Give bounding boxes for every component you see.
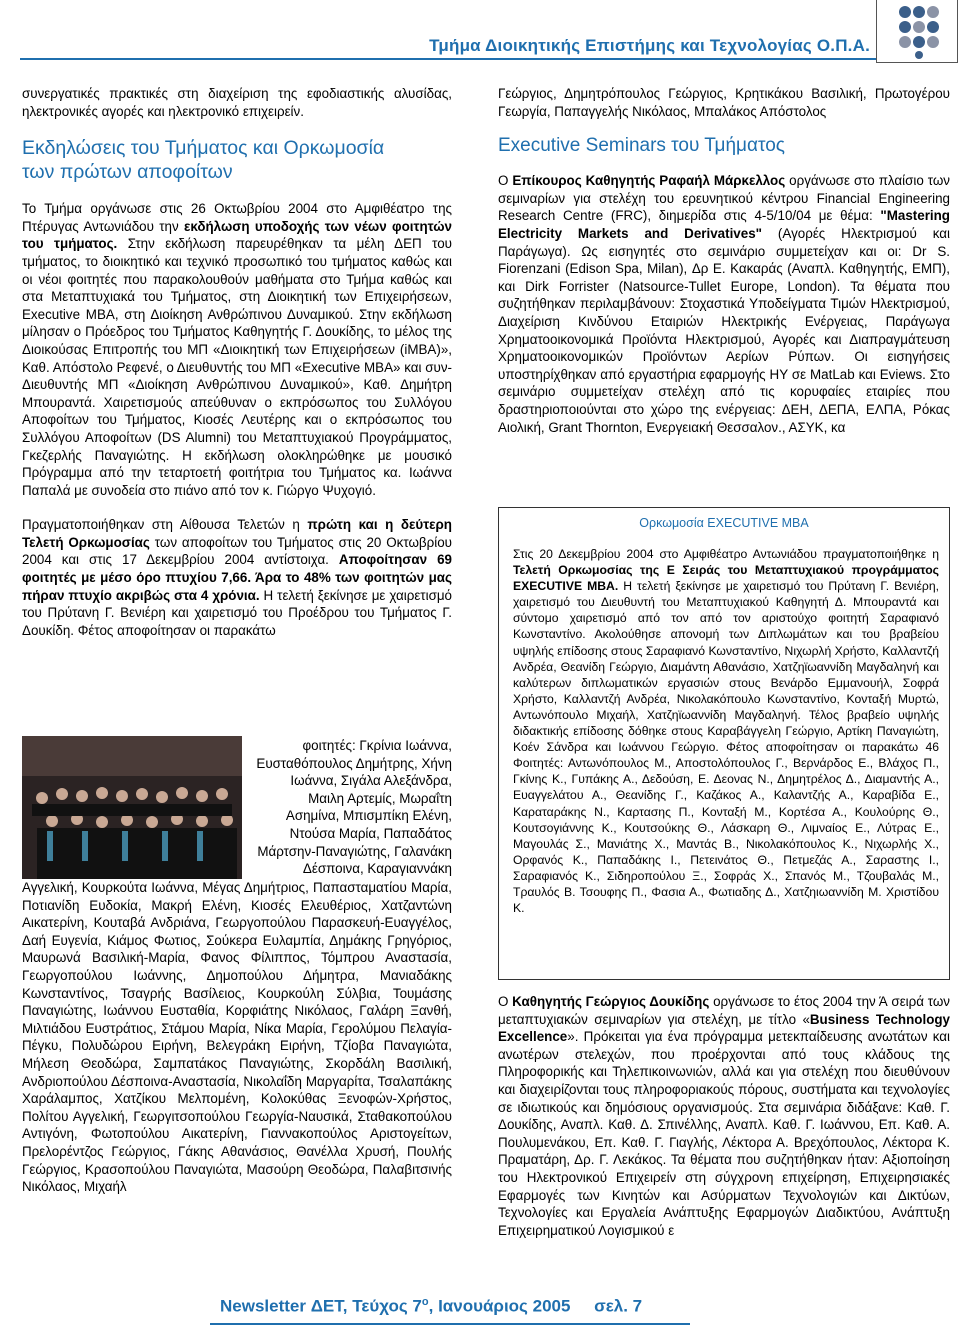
section-heading-events: Εκδηλώσεις του Τμήματος και Ορκωμοσία: [22, 137, 385, 160]
right-column: [498, 85, 950, 436]
graduation-paragraph: Πραγματοποιήθηκαν στη Αίθουσα Τελετών η πρώτη και η δεύτερη Τελετή Ορκωμοσίας των αποφοίτων του Τμήματος στις 20 Οκτωβρίου 2004 και στις 17 Δεκεμβρίου 2004 αντίστοιχα. Αποφοίτησαν 69 φοιτητές με μέσο όρο πτυχίου 7,66. Άρα το 48% των φοιτητών μας πήραν πτυχίο ακριβώς στα 4 χρόνια. Η τελετή ξεκίνησε με χαιρετισμό του Πρύτανη Γ. Βενιέρη και χαιρετισμό του Προέδρου του Τμήματος Γ. Δουκίδη. Φέτος αποφοίτησαν οι παρακάτω: [22, 517, 452, 638]
events-paragraph: Το Τμήμα οργάνωσε στις 26 Οκτωβρίου 2004 στο Αμφιθέατρο της Πτέρυγας Αντωνιάδου την εκδήλωση υποδοχής των νέων φοιτητών του τμήματος. Στην εκδήλωση παρευρέθηκαν τα μέλη ΔΕΠ του τμήματος, το διοικητικό και τεχνικό προσωπικό του τμήματος καθώς και οι νέοι φοιτητές που παρακολουθούν μαθήματα στο Τμήμα καθώς και στα Μεταπτυχιακά του Τμήματος, στη Διοικητική των Επιχειρήσεων, Executive MBA, στη Διοίκηση Ανθρώπινου Δυναμικού. Στην εκδήλωση μίλησαν ο Πρόεδρος του Τμήματος Καθηγητής Γ. Δουκίδης, το μέλος της Διοικούσας Επιτροπής του ΜΠ «Διοικητική των Επιχειρήσεων (iMBA)», Καθ. Απόστολο Ρεφενέ, ο Διευθυντής του ΜΠ «Executive MBA» και συν-Διευθυντής ΜΠ «Διοίκηση Ανθρώπινου Δυναμικού», Καθ. Δημήτρη Μπουραντά. Χαιρετισμούς απεύθυναν ο εκπρόσωπος του Συλλόγου Αποφοίτων του Τμήματος, Κιοσές Λευτέρης και ο εκπρόσωπος του Συλλόγου Αποφοίτων (DS Alumni) του Μεταπτυχιακού Προγράμματος, Γκεζερλής Παναγιώτης. Η εκδήλωση ολοκληρώθηκε με μουσικό Πρόγραμμα από την τεταρτοετή φοιτήτρια του Τμήματος κα. Ιωάννα Παπαλά με συνοδεία στο πιάνο από τον κ. Γιώργο Ψυχογιό.: [22, 201, 452, 498]
right-intro: Γεώργιος, Δημητρόπουλος Γεώργιος, Κρητικάκου Βασιλική, Πρωτογέρου Γεωργία, Παπαγγελής Νικόλαος, Μπαλάκος Απόστολος: [498, 86, 950, 119]
left-intro: συνεργατικές πρακτικές στη διαχείριση της εφοδιαστικής αλυσίδας, ηλεκτρονικές αγορές και ηλεκτρονικό επιχειρείν.: [22, 86, 452, 119]
box-title: Ορκωμοσία EXECUTIVE MBA: [639, 516, 809, 530]
bte-paragraph: Ο Καθηγητής Γεώργιος Δουκίδης οργάνωσε το έτος 2004 την Ά σειρά των μεταπτυχιακών σεμιναρίων για στελέχη, με τίτλο «Business Technology Excellence». Πρόκειται για ένα πρόγραμμα μετεκπαίδευσης ανωτάτων και ανωτέρων στελεχών, που προέρχονται από τους κλάδους της Πληροφορικής και Τηλεπικοινωνιών, αλλά και για στελέχη που διευθύνουν και διαχειρίζονται τους πληροφοριακούς πόρους, συστήματα και τεχνολογίες σε ιδιωτικούς και δημόσιους οργανισμούς. Στα σεμινάρια διδάξανε: Καθ. Γ. Δουκίδης, Αναπλ. Καθ. Δ. Σπινέλλης, Αναπλ. Καθ. Γ. Ιωάννου, Επ. Καθ. Α. Πουλυμενάκου, Επ. Καθ. Γ. Γιαγλής, Λέκτορα Α. Βρεχόπουλος, Λέκτορα Κ. Πραματάρη, Δρ. Γ. Λεκάκος. Τα θέματα που συζητήθηκαν ήταν: Αξιοποίηση του Ηλεκτρονικού Επιχειρείν στη σύγχρονη επιχείρηση, Επιχειρησιακές Εφαρμογές των Κινητών και Ασύρματων Τεχνολογιών και Δικτύων, Τεχνολογίες και Εργαλεία Ανάπτυξης Εφαρμογών Διαδικτύου, Ανάπτυξη Επιχειρηματικού Λογισμικού ε: [498, 994, 950, 1238]
section-heading-events-2: των πρώτων αποφοίτων: [22, 161, 233, 184]
section-heading-seminars: Executive Seminars του Τμήματος: [498, 135, 785, 157]
executive-mba-box: [498, 507, 950, 980]
box-body: Στις 20 Δεκεμβρίου 2004 στο Αμφιθέατρο Αντωνιάδου πραγματοποιήθηκε η Τελετή Ορκωμοσίας της Ε Σειράς του Μεταπτυχιακού προγράμματος EXECUTIVE MBA. Η τελετή ξεκίνησε με χαιρετισμό του Πρύτανη Γ. Βενιέρη, χαιρετισμό του Διευθυντή του Μεταπτυχιακού Καθηγητή Δ. Μπουραντά και σύντομο χαιρετισμό από τον από τον αριστούχο φοιτητή Σαραφιανό Κωνσταντίνο. Ακολούθησε απονομή των Διπλωμάτων και του βραβείου υψηλής επίδοσης στους Σαραφιανό Κωνσταντίνο, Νιχωρλή Χρήστο, Καλλαντζή Ανδρέα, Θεανίδη Γεώργιο, Διαμάντη Αθανάσιο, Χατζηϊωαννίδη Μαγδαληνή και καλύτερων διπλωματικών εργασιών στους Βενάρδο Εμμανουήλ, Σοφρά Χρήστο, Καλλαντζή Ανδρέα, Νικολακόπουλο Κωνσταντίνο, Κονταξή Μυρτώ, Αντωνόπουλο Μιχαήλ, Χατζηϊωαννίδη Μαγδαληνή. Τέλος βραβείο υψηλής διδακτικής επίδοσης δόθηκε στους Καραβάγγελη Γεώργιο, Αρτίκη Παναγιώτη, Κοέν Σάνδρα και Ιωάννου Γεώργιο. Φέτος αποφοίτησαν οι παρακάτω 46 Φοιτητές: Αντωνόπουλος Μ., Αποστολόπουλος Γ., Βερνάρδος Ε., Βλάχος Π., Γκίνης Κ., Γυπάκης Α., Δεδούση, Ε. Δεονας Ν., Δημητρέλος Δ., Διαμαντής Α., Ευαγγελάτου Α., Θεανίδης Γ., Καζάκος Α., Καλαντζής Α., Καραβίδα Ε., Καραταράκης Ν., Καρτασης Π., Κονταξή Μ., Κορτέσα Α., Κουλούρης Θ., Κουτσογιάννης Κ., Κουτσούκης Θ., Λάσκαρη Θ., Λιμναίος Ε., Λύτρας Ε., Μαγουλάς Σ., Μανιάτης Χ., Μαντάς Β., Νικολακόπουλος Κ., Νιχωρλής Χ., Ορφανός Κ., Παπαδάκης Ι., Πετεινάτος Θ., Πετμεζάς Α., Σαραστης Ι., Σαραφιανός Κ., Σιδηροπούλου Ξ., Σοφράς Χ., Σπανός Μ., Τζουβαλάς Μ., Τραυλός Β. Τσουφης Π., Φασια Α., Φωτιαδης Δ., Χατζηιωαννίδη Μ. Χριστίδου Κ.: [513, 547, 939, 916]
left-column: [22, 85, 452, 639]
graduates-photo-icon: [22, 736, 242, 879]
dots-logo-icon: [883, 2, 951, 60]
page-number: σελ. 7: [594, 1296, 643, 1316]
logo: [876, 0, 958, 63]
header-title: Τμήμα Διοικητικής Επιστήμης και Τεχνολογίας Ο.Π.Α.: [429, 36, 870, 55]
footer: Newsletter ΔΕΤ, Τεύχος $7^o$, Ιανουάριος 2005 σελ. 7: [220, 1296, 643, 1316]
footer-rule: [210, 1323, 690, 1325]
graduate-names-right: φοιτητές: Γκρίνια Ιωάννα, Ευσταθόπουλος Δημήτρης, Χήνη Ιωάννα, Σιγάλα Αλεξάνδρα, Μαιλη Αρτεμίς, Μωραΐτη Ασημίνα, Μπισμπίκη Ελένη, Ντούσα Μαρία, Παπαδάτος Μάρτσην-Παναγιώτης, Γαλανάκη Δέσποινα, Καραγιαννάκη: [256, 738, 452, 877]
graduation-photo: [22, 736, 242, 879]
header-rule: [20, 58, 878, 60]
seminars-paragraph: Ο Επίκουρος Καθηγητής Ραφαήλ Μάρκελλος οργάνωσε στο πλαίσιο των σεμιναρίων για στελέχη του ερευνητικού κέντρου Financial Engineering Research Centre (FRC), διημερίδα στις 4-5/10/04 με θέμα: "Mastering Electricity Markets and Derivatives" (Αγορές Ηλεκτρισμού και Παράγωγα). Ως εισηγητές στο σεμινάριο συμμετείχαν και οι: Dr S. Fiorenzani (Edison Spa, Milan), Δρ Ε. Κακαράς (Αναπλ. Καθηγητής, ΕΜΠ), και Dirk Forrister (Natsource-Tullet Europe, London). Τα θέματα που συζητήθηκαν περιλαμβάνουν: Στοχαστικά Υποδείγματα Τιμών Ηλεκτρισμού, Διαχείριση Κινδύνου Εταιριών Ηλεκτρικής Ενέργειας, Παράγωγα Χρηματοοικονομικά Προϊόντα Ηλεκτρισμού, Αγορές και Διαπραγμάτευση Χρηματοοικονομικών Προϊόντων Αερίων Ρύπων. Οι εισηγήσεις υποστηρίχθηκαν από εργαστήρια εφαρμογής ΗΥ σε MatLab και Eviews. Στο σεμινάριο συμμετείχαν στελέχη από τις κορυφαίες εταιρίες που δραστηριοποιούνται στο χώρο της ενέργειας: ΔΕΗ, ΔΕΠΑ, ΕΛΠΑ, Ρόκας Αιολική, Grant Thornton, Ενεργειακή Θεσσαλον., ΑΣΥΚ, κα: [498, 173, 951, 435]
graduate-names-full: Αγγελική, Κουρκούτα Ιωάννα, Μέγας Δημήτριος, Παπασταματίου Μαρία, Ποτιανίδη Ευδοκία, Μακρή Ελένη, Κιοσές Ελευθέριος, Χατζαντώνη Αικατερίνη, Κουταβά Ανδριάνα, Γεωργοπούλου Παρασκευή-Ευαγγέλος, Δαή Ευγενία, Κιάμος Φωτιος, Σούκερα Ευλαμπία, Δημάκης Γρηγόριος, Μαυρωνά Βασιλική-Μαρία, Φανος Φίλιππος, Τόμπρου Αναστασία, Γεωργοπούλου Ιωάννης, Δημοπούλου Δήμητρα, Μανιαδάκης Κωνσταντίνος, Τσαγρής Βασίλειος, Κουρκούλη Σύλβια, Τουμάσης Παναγιώτης, Ιωάννου Ευσταθία, Κορφιάτης Νικόλαος, Γαλάρη Ξανθή, Μιλτιάδου Ευστράτιος, Στάμου Μαρία, Νίκα Μαρία, Γερολύμου Πελαγία-Πέγκυ, Πολυδώρου Ειρήνη, Βελεγράκη Ειρήνη, Τζίοβα Παναγιώτα, Μήλεση Θεοδώρα, Σαμπατάκος Παναγιώτης, Σκορδάλη Βασιλική, Ανδριοπούλου Δέσποινα-Αναστασία, Νικολαΐδη Μαργαρίτα, Τσαλαπάκης Χαράλαμπος, Χατζίκου Μελπομένη, Κολοκύθας Ξενοφών-Χρήστος, Πολίτου Αγγελική, Γεωργιτσοπούλου Γεωργία-Ναυσικά, Σταθακοπούλου Αντιγόνη, Φωτοπούλου Αικατερίνη, Γιαννακοπούλος Αριστογείτων, Πρελορέντζος Γεώργιος, Γάκης Αθανάσιος, Θανέλλα Χρυσή, Πουλής Γεώργιος, Κρασοπούλου Παναγιώτα, Μασούρη Θεοδώρα, Παλαβιτσινής Νικόλαος, Μιχαήλ: [22, 880, 452, 1195]
